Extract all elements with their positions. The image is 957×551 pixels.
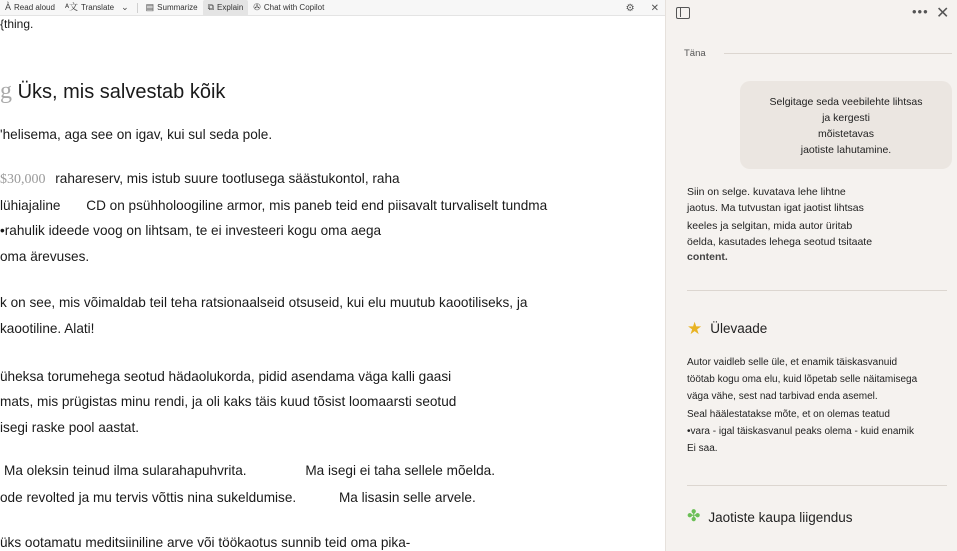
chevron-down-icon: ⌄ <box>121 2 129 12</box>
reply-line: öelda, kasutades lehega seotud tsitaate <box>687 235 873 248</box>
user-message-line: mõistetavas <box>817 128 875 140</box>
date-divider <box>724 53 952 54</box>
article-line: isegi raske pool aastat. <box>0 420 140 435</box>
summarize-label: Summarize <box>157 3 198 12</box>
chat-with-copilot-label: Chat with Copilot <box>263 3 325 12</box>
overview-heading <box>687 320 767 337</box>
article-line-text: Ma lisasin selle arvele. <box>338 490 476 505</box>
article-line: üheksa torumehega seotud hädaolukorda, pidid asendama väga kalli gaasi <box>0 369 452 384</box>
date-label: Täna <box>684 48 706 59</box>
article-line: kaootiline. Alati! <box>0 321 95 336</box>
copilot-icon: ✇ <box>253 2 261 12</box>
overview-line: Ei saa. <box>687 443 718 455</box>
summarize-icon: ▤ <box>145 2 155 12</box>
article-line: {thing. <box>0 17 34 31</box>
overview-title: Ülevaade <box>710 321 768 336</box>
amount-text: $30,000 <box>0 172 46 187</box>
speaker-icon: A͐ <box>5 2 12 12</box>
explain-icon: ⧉ <box>207 2 215 12</box>
reply-line: keeles ja selgitan, mida autor üritab <box>687 220 853 232</box>
toolbar-divider <box>137 3 138 13</box>
article-line-text: Ma oleksin teinud ilma sularahapuhvrita. <box>4 463 247 478</box>
translate-label: Translate <box>81 3 115 12</box>
heading-text: Üks, mis salvestab kõik <box>17 81 226 103</box>
translate-icon: ᴬ文 <box>64 2 79 12</box>
article-heading <box>0 78 225 105</box>
section-divider <box>687 290 947 291</box>
chat-with-copilot-button[interactable] <box>248 0 329 16</box>
overview-line: •vara - igal täiskasvanul peaks olema - kuid enamik <box>687 425 914 437</box>
copilot-pane <box>665 0 957 551</box>
article-line: üks ootamatu meditsiiniline arve või töökaotus sunnib teid oma pika- <box>0 535 411 550</box>
star-icon: ★ <box>687 319 703 338</box>
read-aloud-label: Read aloud <box>14 3 55 12</box>
assistant-reply <box>687 185 942 266</box>
article-line-text: Ma isegi ei taha sellele mõelda. <box>305 463 496 478</box>
close-reader-icon[interactable]: ✕ <box>650 2 659 14</box>
overview-line: väga vähe, sest nad tarbivad enda asemel. <box>687 391 878 403</box>
overview-line: Autor vaidleb selle üle, et enamik täiskasvanuid <box>687 357 898 368</box>
article-line-text: lühiajaline <box>0 198 61 213</box>
article-content <box>0 16 665 551</box>
user-message-line: ja kergesti <box>822 112 870 124</box>
article-line: mats, mis prügistas minu rendi, ja oli kaks täis kuud tõsist loomaarsti seotud <box>0 394 457 409</box>
reply-line: Siin on selge. kuvatava lehe lihtne <box>687 186 846 198</box>
article-line <box>0 198 547 213</box>
summarize-button[interactable] <box>141 0 203 16</box>
read-aloud-button[interactable] <box>0 0 60 16</box>
explain-button[interactable] <box>203 0 249 16</box>
close-pane-icon[interactable]: ✕ <box>936 5 950 22</box>
article-line-text: rahareserv, mis istub suure tootlusega säästukontol, raha <box>55 171 400 186</box>
translate-button[interactable] <box>60 0 134 16</box>
section-divider <box>687 485 947 486</box>
article-line: k on see, mis võimaldab teil teha ratsionaalseid otsuseid, kui elu muutub kaootiliseks, ja <box>0 295 528 310</box>
article-line <box>0 463 495 478</box>
reader-toolbar <box>0 0 665 16</box>
overview-text <box>687 354 949 457</box>
user-message-line: Selgitage seda veebilehte lihtsas <box>769 96 923 108</box>
overview-line: töötab kogu oma elu, kuid lõpetab selle näitamisega <box>687 374 918 386</box>
article-line: 'helisema, aga see on igav, kui sul seda pole. <box>0 127 273 142</box>
article-line-text: ode revolted ja mu tervis võttis nina sukeldumise. <box>0 490 297 505</box>
breakdown-heading <box>687 509 853 525</box>
sidebar-toggle-icon[interactable] <box>676 7 690 19</box>
user-message-bubble <box>740 81 952 169</box>
puzzle-icon: ✤ <box>687 508 701 525</box>
heading-fragment: g <box>0 78 12 104</box>
overview-line: Seal häälestatakse mõte, et on olemas teatud <box>687 408 890 420</box>
user-message-line: jaotiste lahutamine. <box>800 144 892 156</box>
article-line-text: CD on psühholoogiline armor, mis paneb teid end piisavalt turvaliselt tundma <box>86 198 548 213</box>
reply-line: content. <box>687 251 728 263</box>
article-line: •rahulik ideede voog on lihtsam, te ei investeeri kogu oma aega <box>0 223 382 238</box>
article-line: oma ärevuses. <box>0 249 90 264</box>
reply-line: jaotus. Ma tutvustan igat jaotist lihtsas <box>687 201 864 214</box>
pane-header <box>666 0 957 30</box>
breakdown-title: Jaotiste kaupa liigendus <box>708 509 853 525</box>
settings-icon[interactable]: ⚙ <box>625 2 635 14</box>
explain-label: Explain <box>217 3 244 12</box>
article-line <box>0 490 476 505</box>
more-options-icon[interactable]: ••• <box>912 4 929 19</box>
article-line <box>0 171 400 188</box>
